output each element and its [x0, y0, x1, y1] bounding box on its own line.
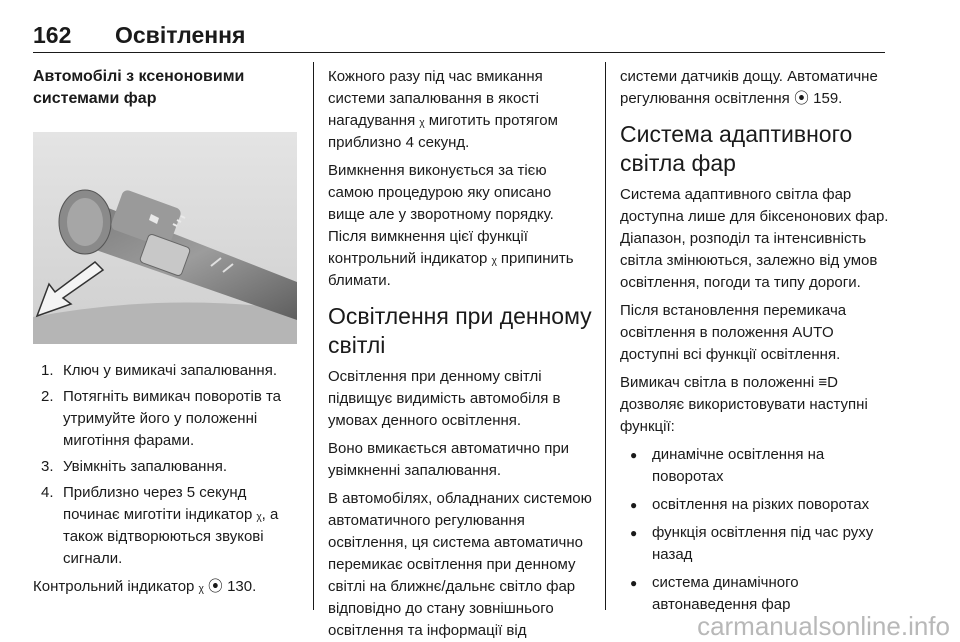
page-reference: ⦿ 159.	[793, 90, 843, 107]
list-item: ● динамічне освітлення на поворотах	[620, 444, 892, 488]
header-rule	[33, 52, 885, 53]
page-reference: ⦿ 130.	[207, 578, 257, 595]
turn-signal-stalk-figure	[33, 132, 297, 344]
step-text: , а також відтворюються звукові сигнали.	[63, 506, 279, 567]
step-number: 1.	[41, 362, 54, 379]
paragraph-text: дозволяє використовувати наступні функції:	[620, 396, 868, 435]
paragraph-text: Після встановлення перемикача освітлення в положення	[620, 302, 847, 341]
paragraph	[620, 300, 892, 366]
step-number: 3.	[41, 458, 54, 475]
paragraph-text: системи датчиків дощу. Автоматичне регулювання освітлення	[620, 68, 878, 107]
stalk-illustration	[33, 132, 297, 344]
step-number: 4.	[41, 484, 54, 501]
paragraph-text: Вимикач світла в положенні	[620, 374, 819, 391]
list-item: ● функція освітлення під час руху назад	[620, 522, 892, 566]
step-text: Ключ у вимикачі запалювання.	[63, 362, 278, 379]
feature-list	[620, 444, 892, 616]
step-text: Потягніть вимикач поворотів та утримуйте його у положенні миготіння фарами.	[63, 388, 281, 449]
paragraph-text: миготить протягом приблизно 4 секунд.	[328, 112, 558, 151]
page-number: 162	[33, 22, 72, 48]
page-header	[33, 22, 885, 52]
column-3	[620, 66, 892, 622]
paragraph-text: Вимкнення виконується за тією самою процедурою яку описано вище але у зворотному порядку. Після вимкнення цієї функції контрольний індикатор	[328, 162, 554, 267]
step-item	[33, 482, 301, 570]
paragraph	[328, 66, 592, 154]
headlight-indicator-icon: ᵪ	[256, 506, 262, 523]
column-2	[328, 66, 592, 642]
headlight-indicator-icon: ᵪ	[198, 578, 204, 595]
subsection-heading: Автомобілі з ксеноновими системами фар	[33, 68, 245, 107]
paragraph: Воно вмикається автоматично при увімкненні запалювання.	[328, 440, 570, 479]
section-heading: Система адаптивного світла фар	[620, 121, 853, 176]
step-item	[33, 456, 301, 478]
step-text: Увімкніть запалювання.	[63, 458, 228, 475]
paragraph	[620, 66, 892, 110]
headlight-indicator-icon: ᵪ	[419, 112, 425, 129]
column-1	[33, 66, 301, 604]
paragraph-text: припинить блимати.	[328, 250, 574, 289]
step-text: Приблизно через 5 секунд починає миготіти індикатор	[63, 484, 257, 523]
column-divider-1	[313, 62, 314, 610]
paragraph: Освітлення при денному світлі підвищує видимість автомобіля в умовах денного освітлення.	[328, 368, 561, 429]
list-item: ● освітлення на різких поворотах	[620, 494, 892, 516]
step-item	[33, 386, 301, 452]
paragraph	[620, 372, 892, 438]
step-number: 2.	[41, 388, 54, 405]
paragraph-text: доступні всі функції освітлення.	[620, 346, 841, 363]
paragraph: Система адаптивного світла фар доступна лише для біксенонових фар. Діапазон, розподіл та інтенсивність світла змінюються, залежно від умов освітлення, погоди та типу дороги.	[620, 186, 889, 291]
section-heading: Освітлення при денному світлі	[328, 303, 592, 358]
paragraph	[328, 160, 592, 292]
indicator-reference	[33, 576, 301, 598]
page-title: Освітлення	[115, 22, 246, 48]
column-divider-2	[605, 62, 606, 610]
paragraph: В автомобілях, обладнаних системою автоматичного регулювання освітлення, ця система автоматично перемикає освітлення при денному світлі на ближнє/дальнє світло фар відповідно до стану зовнішнього освітлення та інформації від	[328, 490, 592, 639]
low-beam-icon: ≡D	[818, 374, 838, 391]
headlight-indicator-icon: ᵪ	[491, 250, 497, 267]
paragraph-text: Кожного разу під час вмикання системи запалювання в якості нагадування	[328, 68, 543, 129]
auto-label: AUTO	[792, 324, 834, 341]
watermark: carmanualsonline.info	[697, 611, 950, 641]
procedure-steps	[33, 360, 301, 570]
step-item	[33, 360, 301, 382]
list-item: ● система динамічного автонаведення фар	[620, 572, 892, 616]
reference-text: Контрольний індикатор	[33, 578, 199, 595]
